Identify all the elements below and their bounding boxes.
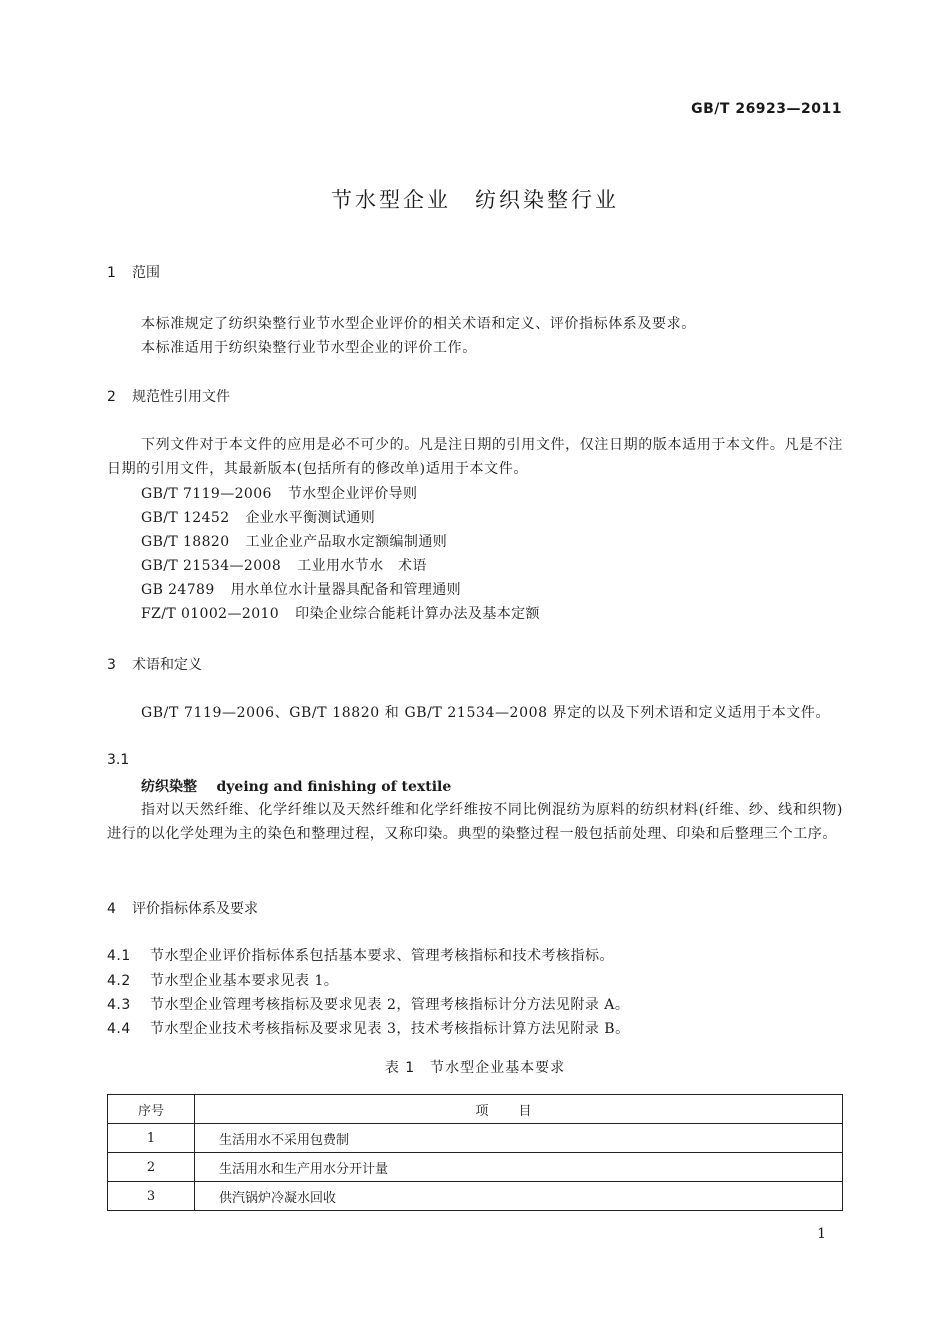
reference-item [141,507,375,527]
clause-text: 节水型企业基本要求见表 1。 [150,973,339,989]
table-cell-number: 2 [108,1153,195,1182]
term-number: 3.1 [107,752,130,768]
reference-item [141,603,540,623]
table-cell-item: 生活用水和生产用水分开计量 [195,1153,843,1182]
table-row [108,1182,843,1211]
table-cell-item: 供汽锅炉冷凝水回收 [195,1182,843,1211]
reference-name: 工业用水节水 术语 [297,558,427,574]
clause-number: 4.4 [107,1021,131,1037]
table-cell-number: 3 [108,1182,195,1211]
section-2-intro: 下列文件对于本文件的应用是必不可少的。凡是注日期的引用文件，仅注日期的版本适用于本文件。凡是不注日期的引用文件，其最新版本(包括所有的修改单)适用于本文件。 [107,437,843,477]
clause-item [107,970,338,990]
reference-item [141,555,427,575]
section-title: 术语和定义 [132,657,202,673]
term-definition: 指对以天然纤维、化学纤维以及天然纤维和化学纤维按不同比例混纺为原料的纺织材料(纤维、纱、线和织物)进行的以化学处理为主的染色和整理过程，又称印染。典型的染整过程一般包括前处理、印染和后整理三个工序。 [107,802,843,842]
section-title: 规范性引用文件 [132,389,230,405]
reference-code: GB/T 12452 [141,510,230,526]
table-row [108,1124,843,1153]
reference-name: 用水单位水计量器具配备和管理通则 [230,582,462,598]
clause-number: 4.3 [107,997,131,1013]
column-header-number: 序号 [108,1095,195,1124]
reference-code: GB 24789 [141,582,215,598]
section-2-heading [107,386,230,406]
reference-name: 企业水平衡测试通则 [245,510,376,526]
table-header-row [108,1095,843,1124]
standard-code: GB/T 26923—2011 [691,101,842,117]
section-1-paragraph-2: 本标准适用于纺织染整行业节水型企业的评价工作。 [141,340,477,356]
clause-text: 节水型企业评价指标体系包括基本要求、管理考核指标和技术考核指标。 [150,948,614,964]
page-number: 1 [817,1226,826,1242]
table-row [108,1153,843,1182]
term-english: dyeing and finishing of textile [216,779,452,795]
section-4-heading [107,898,258,918]
table-caption: 表 1 节水型企业基本要求 [384,1060,566,1076]
reference-item [141,531,447,551]
section-3-heading [107,654,202,674]
section-3-intro: GB/T 7119—2006、GB/T 18820 和 GB/T 21534—2008 界定的以及下列术语和定义适用于本文件。 [141,705,831,721]
requirements-table [107,1094,843,1211]
clause-item [107,994,629,1014]
section-title: 评价指标体系及要求 [132,901,258,917]
table-cell-number: 1 [108,1124,195,1153]
clause-text: 节水型企业管理考核指标及要求见表 2，管理考核指标计分方法见附录 A。 [150,997,630,1013]
document-title: 节水型企业 纺织染整行业 [331,188,619,212]
clause-text: 节水型企业技术考核指标及要求见表 3，技术考核指标计算方法见附录 B。 [150,1021,630,1037]
section-number: 2 [107,389,116,405]
column-header-item: 项目 [195,1095,843,1124]
reference-item [141,483,417,503]
clause-item [107,1018,630,1038]
table-cell-item: 生活用水不采用包费制 [195,1124,843,1153]
reference-code: GB/T 21534—2008 [141,558,282,574]
section-title: 范围 [132,265,160,281]
reference-code: FZ/T 01002—2010 [141,606,280,622]
reference-name: 工业企业产品取水定额编制通则 [245,534,448,550]
term-heading [141,776,451,796]
reference-item [141,579,461,599]
section-1-paragraph-1: 本标准规定了纺织染整行业节水型企业评价的相关术语和定义、评价指标体系及要求。 [141,316,696,332]
section-number: 3 [107,657,116,673]
reference-name: 印染企业综合能耗计算办法及基本定额 [295,606,540,622]
reference-name: 节水型企业评价导则 [287,486,418,502]
section-number: 4 [107,901,116,917]
section-1-heading [107,262,160,282]
clause-item [107,945,614,965]
clause-number: 4.2 [107,973,131,989]
clause-number: 4.1 [107,948,131,964]
reference-code: GB/T 18820 [141,534,230,550]
term-chinese: 纺织染整 [141,779,197,795]
reference-code: GB/T 7119—2006 [141,486,272,502]
section-number: 1 [107,265,116,281]
